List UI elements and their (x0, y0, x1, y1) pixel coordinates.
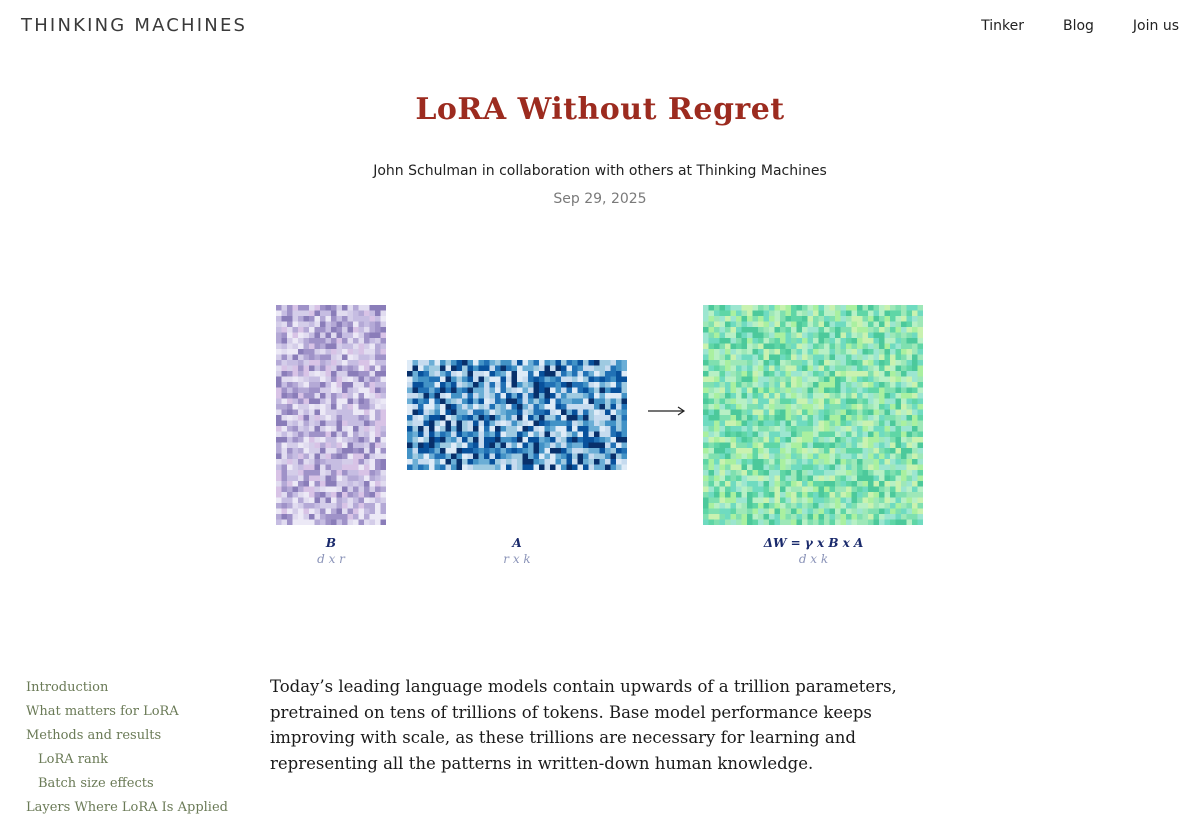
toc-link-introduction[interactable]: Introduction (26, 680, 109, 695)
toc-link-methods-results[interactable]: Methods and results (26, 728, 162, 743)
matrix-delta-w-heatmap (703, 305, 924, 525)
toc-link-batch-size[interactable]: Batch size effects (38, 776, 154, 791)
table-of-contents (26, 676, 256, 820)
nav-link-join-us[interactable]: Join us (1132, 18, 1179, 34)
page-title: LoRA Without Regret (415, 92, 785, 127)
nav-link-blog[interactable]: Blog (1062, 18, 1094, 34)
matrix-a-caption (447, 535, 587, 567)
matrix-delta-w-caption (723, 535, 904, 567)
matrix-b-heatmap (276, 305, 386, 525)
matrix-b-label: B (325, 536, 337, 550)
toc-link-what-matters[interactable]: What matters for LoRA (26, 704, 179, 719)
toc-link-lora-rank[interactable]: LoRA rank (38, 752, 108, 767)
matrix-delta-w-label: ΔW = γ x B x A (763, 536, 864, 550)
top-navigation-bar (0, 0, 1200, 56)
article-authors: John Schulman in collaboration with others at Thinking Machines (373, 163, 827, 179)
article-date: Sep 29, 2025 (553, 191, 647, 207)
matrix-b-caption (261, 535, 401, 567)
article-intro-paragraph: Today’s leading language models contain upwards of a trillion parameters, pretrained on tens of trillions of tokens. Base model performance keeps improving with scale, as these trillions are necessary for learning and representing all the patterns in written-down human knowledge. (270, 677, 897, 773)
matrix-a-label: A (512, 536, 522, 550)
matrix-a-dims: r x k (503, 552, 531, 566)
toc-link-layers[interactable]: Layers Where LoRA Is Applied (26, 800, 228, 815)
nav-link-tinker[interactable]: Tinker (981, 18, 1024, 34)
brand-logo-link[interactable]: THINKING MACHINES (21, 15, 248, 36)
matrix-delta-w-dims: d x k (798, 552, 829, 566)
lora-matrix-figure (270, 300, 930, 580)
matrix-a-heatmap (407, 360, 628, 470)
arrow-icon (647, 404, 687, 418)
main-nav (981, 18, 1179, 34)
matrix-b-dims: d x r (317, 552, 345, 566)
